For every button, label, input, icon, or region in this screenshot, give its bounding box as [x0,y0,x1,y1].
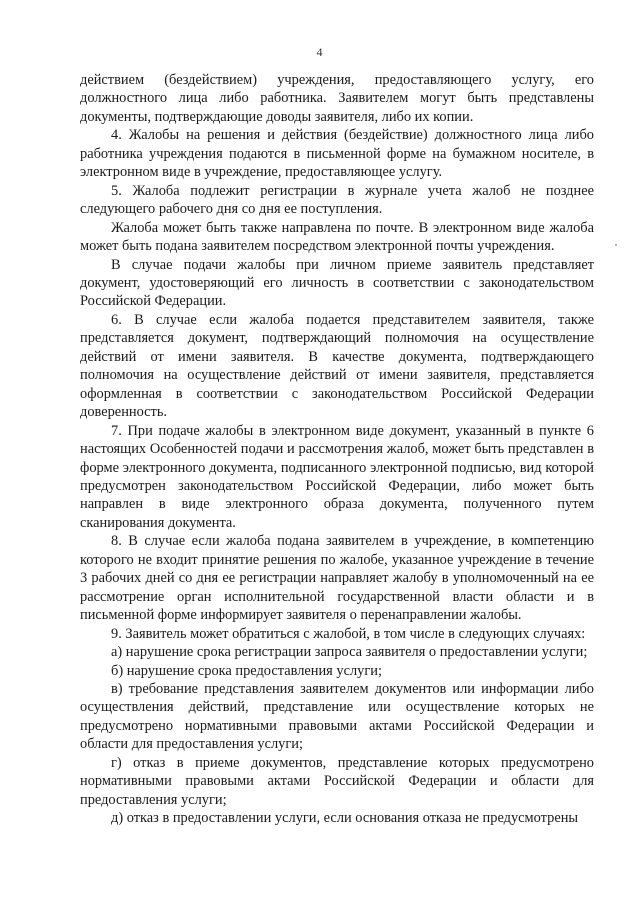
paragraph-mail-submission: Жалоба может быть также направлена по почте. В электронном виде жалоба может быть подана заявителем посредством электронной почты учреждения. [80,219,594,255]
paragraph-item-8: 8. В случае если жалоба подана заявителем в учреждение, в компетенцию которого не входит принятие решения по жалобе, указанное учреждение в течение 3 рабочих дней со дня ее регистрации направляет жалобу в уполномоченный на ее рассмотрение орган исполнительной государственной власти области и в письменной форме информирует заявителя о перенаправлении жалобы. [80,533,594,624]
list-item-g: г) отказ в приеме документов, представление которых предусмотрено нормативными правовыми актами Российской Федерации и области для предоставления услуги; [80,754,594,808]
paragraph-item-9: 9. Заявитель может обратиться с жалобой, в том числе в следующих случаях: [111,625,586,642]
paragraph-item-5: 5. Жалоба подлежит регистрации в журнале учета жалоб не позднее следующего рабочего дня со дня ее поступления. [80,182,594,218]
scan-dot [615,244,617,246]
paragraph-item-6: 6. В случае если жалоба подается представителем заявителя, также представляется документ, подтверждающий полномочия на осуществление действий от имени заявителя. В качестве документа, подтверждающего полномочия на осуществление действий от имени заявителя, представляется оформленная в соответствии с законодательством Российской Федерации доверенность. [80,311,594,421]
document-body [80,71,594,828]
paragraph-continuation: действием (бездействием) учреждения, предоставляющего услугу, его должностного лица либо работника. Заявителем могут быть представлены документы, подтверждающие доводы заявителя, либо их копии. [80,72,594,125]
list-item-a: а) нарушение срока регистрации запроса заявителя о предоставлении услуги; [111,644,588,661]
list-item-d: д) отказ в предоставлении услуги, если основания отказа не предусмотрены [111,810,579,827]
paragraph-personal-submission: В случае подачи жалобы при личном приеме заявитель представляет документ, удостоверяющий его личность в соответствии с законодательством Российской Федерации. [80,256,594,310]
paragraph-item-7: 7. При подаче жалобы в электронном виде документ, указанный в пункте 6 настоящих Особенностей подачи и рассмотрения жалоб, может быть представлен в форме электронного документа, подписанного электронной подписью, вид которой предусмотрен законодательством Российской Федерации, либо может быть направлен в виде электронного образа документа, полученного путем сканирования документа. [80,422,594,531]
page-number: 4 [316,45,323,59]
list-item-b: б) нарушение срока предоставления услуги; [111,662,382,679]
paragraph-item-4: 4. Жалобы на решения и действия (бездействие) должностного лица либо работника учреждения подаются в письменной форме на бумажном носителе, в электронном виде в учреждение, предоставляющее услугу. [80,127,594,181]
list-item-v: в) требование представления заявителем документов или информации либо осуществления действий, представление или осуществление которых не предусмотрено нормативными правовыми актами Российской Федерации и области для предоставления услуги; [80,680,594,753]
